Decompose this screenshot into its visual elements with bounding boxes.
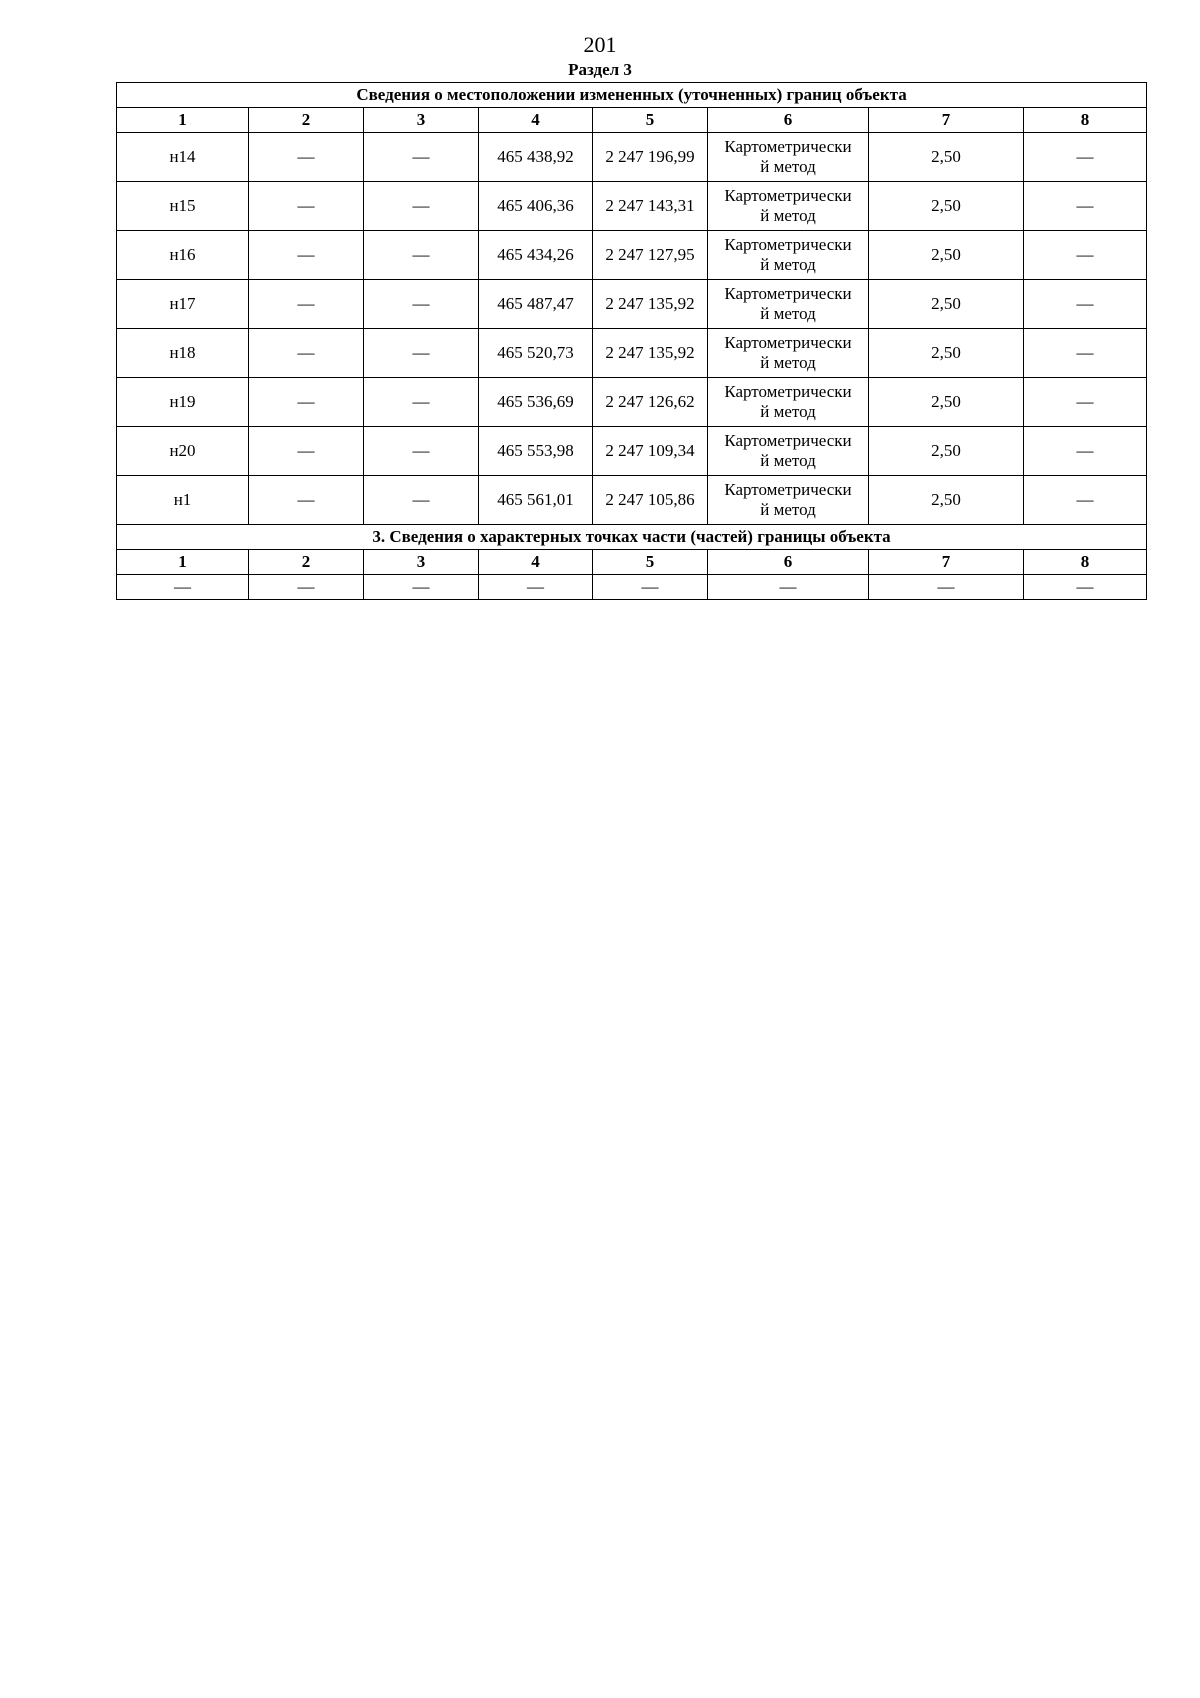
table-cell: —: [1024, 280, 1147, 329]
y-coordinate-cell: 2 247 135,92: [593, 329, 708, 378]
table2-caption: 3. Сведения о характерных точках части (частей) границы объекта: [117, 525, 1147, 550]
accuracy-cell: 2,50: [869, 427, 1024, 476]
y-coordinate-cell: 2 247 196,99: [593, 133, 708, 182]
table-cell: —: [117, 575, 249, 600]
table-cell: —: [249, 182, 364, 231]
method-cell: [708, 476, 869, 525]
table-row: [117, 427, 1147, 476]
table-cell: —: [1024, 182, 1147, 231]
table-cell: —: [708, 575, 869, 600]
method-line: Картометрически: [724, 431, 852, 450]
table-cell: —: [364, 378, 479, 427]
method-line: Картометрически: [724, 333, 852, 352]
method-line: й метод: [760, 353, 816, 372]
header-cell: 5: [593, 550, 708, 575]
header-cell: 3: [364, 108, 479, 133]
method-line: й метод: [760, 157, 816, 176]
boundary-table: [116, 82, 1147, 600]
method-line: Картометрически: [724, 186, 852, 205]
point-cell: н16: [117, 231, 249, 280]
section-title: Раздел 3: [568, 60, 632, 79]
point-cell: н1: [117, 476, 249, 525]
x-coordinate-cell: 465 406,36: [479, 182, 593, 231]
accuracy-cell: 2,50: [869, 476, 1024, 525]
point-cell: н17: [117, 280, 249, 329]
table-cell: —: [249, 231, 364, 280]
table-cell: —: [869, 575, 1024, 600]
table-cell: —: [249, 575, 364, 600]
y-coordinate-cell: 2 247 135,92: [593, 280, 708, 329]
header-cell: 6: [708, 550, 869, 575]
method-cell: [708, 427, 869, 476]
x-coordinate-cell: 465 487,47: [479, 280, 593, 329]
table-row: [117, 378, 1147, 427]
header-cell: 8: [1024, 550, 1147, 575]
header-cell: 6: [708, 108, 869, 133]
table1-caption-row: [117, 83, 1147, 108]
table-cell: —: [249, 133, 364, 182]
table-row: [117, 329, 1147, 378]
method-cell: [708, 231, 869, 280]
table-cell: —: [364, 182, 479, 231]
table-row: [117, 182, 1147, 231]
table-cell: —: [364, 575, 479, 600]
point-cell: н14: [117, 133, 249, 182]
table-cell: —: [1024, 133, 1147, 182]
method-cell: [708, 280, 869, 329]
table2-caption-row: [117, 525, 1147, 550]
accuracy-cell: 2,50: [869, 378, 1024, 427]
point-cell: н20: [117, 427, 249, 476]
table-row: [117, 231, 1147, 280]
table-cell: —: [364, 476, 479, 525]
header-cell: 3: [364, 550, 479, 575]
accuracy-cell: 2,50: [869, 280, 1024, 329]
page-number: 201: [583, 32, 617, 57]
table-cell: —: [364, 329, 479, 378]
method-line: й метод: [760, 500, 816, 519]
accuracy-cell: 2,50: [869, 231, 1024, 280]
point-cell: н18: [117, 329, 249, 378]
table-cell: —: [1024, 575, 1147, 600]
header-cell: 7: [869, 550, 1024, 575]
y-coordinate-cell: 2 247 143,31: [593, 182, 708, 231]
table-cell: —: [479, 575, 593, 600]
header-cell: 4: [479, 108, 593, 133]
method-cell: [708, 378, 869, 427]
method-line: Картометрически: [724, 480, 852, 499]
header-cell: 2: [249, 108, 364, 133]
method-line: й метод: [760, 451, 816, 470]
method-line: Картометрически: [724, 284, 852, 303]
table-row: [117, 476, 1147, 525]
table-cell: —: [1024, 231, 1147, 280]
header-cell: 1: [117, 108, 249, 133]
table2-row: [117, 575, 1147, 600]
accuracy-cell: 2,50: [869, 182, 1024, 231]
table-cell: —: [593, 575, 708, 600]
method-cell: [708, 329, 869, 378]
table-cell: —: [1024, 329, 1147, 378]
y-coordinate-cell: 2 247 126,62: [593, 378, 708, 427]
table2-header-row: [117, 550, 1147, 575]
table-cell: —: [1024, 427, 1147, 476]
accuracy-cell: 2,50: [869, 329, 1024, 378]
header-cell: 4: [479, 550, 593, 575]
x-coordinate-cell: 465 434,26: [479, 231, 593, 280]
method-line: й метод: [760, 255, 816, 274]
table-cell: —: [364, 280, 479, 329]
y-coordinate-cell: 2 247 127,95: [593, 231, 708, 280]
header-cell: 2: [249, 550, 364, 575]
method-line: Картометрически: [724, 235, 852, 254]
point-cell: н15: [117, 182, 249, 231]
table-cell: —: [249, 329, 364, 378]
x-coordinate-cell: 465 520,73: [479, 329, 593, 378]
table-cell: —: [249, 378, 364, 427]
method-cell: [708, 182, 869, 231]
method-line: й метод: [760, 402, 816, 421]
table-row: [117, 133, 1147, 182]
method-line: й метод: [760, 206, 816, 225]
header-cell: 7: [869, 108, 1024, 133]
table-cell: —: [1024, 476, 1147, 525]
method-line: й метод: [760, 304, 816, 323]
table-cell: —: [1024, 378, 1147, 427]
table1-caption: Сведения о местоположении измененных (уточненных) границ объекта: [117, 83, 1147, 108]
point-cell: н19: [117, 378, 249, 427]
header-cell: 1: [117, 550, 249, 575]
method-line: Картометрически: [724, 382, 852, 401]
table-cell: —: [364, 427, 479, 476]
x-coordinate-cell: 465 536,69: [479, 378, 593, 427]
header-cell: 5: [593, 108, 708, 133]
table-cell: —: [364, 133, 479, 182]
table-row: [117, 280, 1147, 329]
y-coordinate-cell: 2 247 105,86: [593, 476, 708, 525]
table-body: [117, 83, 1147, 600]
method-line: Картометрически: [724, 137, 852, 156]
table1-header-row: [117, 108, 1147, 133]
table-cell: —: [364, 231, 479, 280]
x-coordinate-cell: 465 561,01: [479, 476, 593, 525]
table-cell: —: [249, 280, 364, 329]
accuracy-cell: 2,50: [869, 133, 1024, 182]
x-coordinate-cell: 465 438,92: [479, 133, 593, 182]
y-coordinate-cell: 2 247 109,34: [593, 427, 708, 476]
header-cell: 8: [1024, 108, 1147, 133]
x-coordinate-cell: 465 553,98: [479, 427, 593, 476]
table-cell: —: [249, 427, 364, 476]
method-cell: [708, 133, 869, 182]
table-cell: —: [249, 476, 364, 525]
